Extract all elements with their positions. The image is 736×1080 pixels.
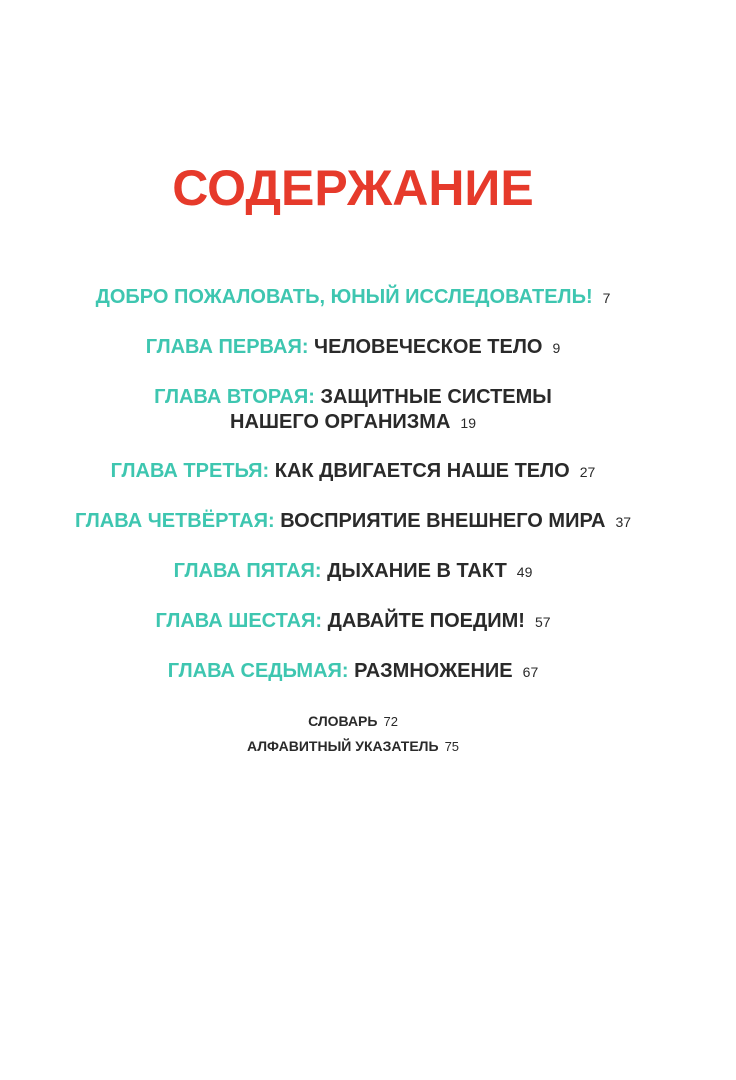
toc-entry-page: 49 bbox=[516, 564, 533, 580]
toc-entry-title: ЧЕЛОВЕЧЕСКОЕ ТЕЛО bbox=[314, 336, 543, 358]
toc-entry-title: РАЗМНОЖЕНИЕ bbox=[354, 660, 513, 682]
toc-entry-page: 19 bbox=[460, 415, 476, 431]
toc-entry-index[interactable] bbox=[0, 736, 706, 757]
toc-entry-chapter-5[interactable] bbox=[0, 558, 706, 585]
toc-entry-page: 67 bbox=[522, 664, 539, 680]
toc-entry-title: СЛОВАРЬ bbox=[308, 713, 378, 729]
toc-entry-chapter-3[interactable] bbox=[0, 458, 706, 485]
toc-entry-label: ГЛАВА ВТОРАЯ: bbox=[154, 386, 315, 408]
toc-entry-label: ГЛАВА ПЕРВАЯ: bbox=[145, 336, 309, 358]
toc-entry-chapter-6[interactable] bbox=[0, 608, 706, 635]
toc-entry-page: 37 bbox=[615, 514, 632, 530]
toc-entry-chapter-2-line2[interactable] bbox=[0, 409, 706, 436]
toc-entry-label: ДОБРО ПОЖАЛОВАТЬ, ЮНЫЙ ИССЛЕДОВАТЕЛЬ! bbox=[95, 286, 593, 308]
toc-entry-title: ДАВАЙТЕ ПОЕДИМ! bbox=[327, 610, 525, 632]
toc-entry-chapter-2[interactable] bbox=[0, 384, 706, 410]
toc-entry-label: ГЛАВА ПЯТАЯ: bbox=[173, 560, 322, 582]
toc-entry-title: АЛФАВИТНЫЙ УКАЗАТЕЛЬ bbox=[246, 738, 439, 754]
toc-entry-chapter-1[interactable] bbox=[0, 334, 706, 361]
toc-entry-chapter-4[interactable] bbox=[0, 508, 706, 535]
toc-entry-label: ГЛАВА ЧЕТВЁРТАЯ: bbox=[74, 510, 275, 532]
toc-entry-page: 72 bbox=[383, 714, 398, 729]
toc-entry-label: ГЛАВА ШЕСТАЯ: bbox=[155, 610, 323, 632]
toc-entry-label: ГЛАВА ТРЕТЬЯ: bbox=[110, 460, 270, 482]
toc-entry-title: КАК ДВИГАЕТСЯ НАШЕ ТЕЛО bbox=[274, 460, 570, 482]
toc-entry-page: 75 bbox=[444, 739, 460, 754]
toc-entry-title: ЗАЩИТНЫЕ СИСТЕМЫ bbox=[320, 386, 552, 408]
toc-entry-label: ГЛАВА СЕДЬМАЯ: bbox=[167, 660, 349, 682]
toc-entry-chapter-7[interactable] bbox=[0, 658, 706, 685]
toc-entry-title: ДЫХАНИЕ В ТАКТ bbox=[327, 560, 507, 582]
page-title: СОДЕРЖАНИЕ bbox=[172, 160, 534, 216]
toc-entry-page: 9 bbox=[552, 340, 561, 356]
toc-entry-page: 57 bbox=[534, 614, 551, 630]
toc-entry-title: ВОСПРИЯТИЕ ВНЕШНЕГО МИРА bbox=[280, 510, 606, 532]
toc-entry-glossary[interactable] bbox=[0, 711, 706, 732]
toc-entry-welcome[interactable] bbox=[0, 284, 706, 311]
toc-entry-title-line2: НАШЕГО ОРГАНИЗМА bbox=[230, 411, 451, 433]
toc-entry-page: 27 bbox=[579, 464, 596, 480]
toc-entry-page: 7 bbox=[602, 290, 611, 306]
